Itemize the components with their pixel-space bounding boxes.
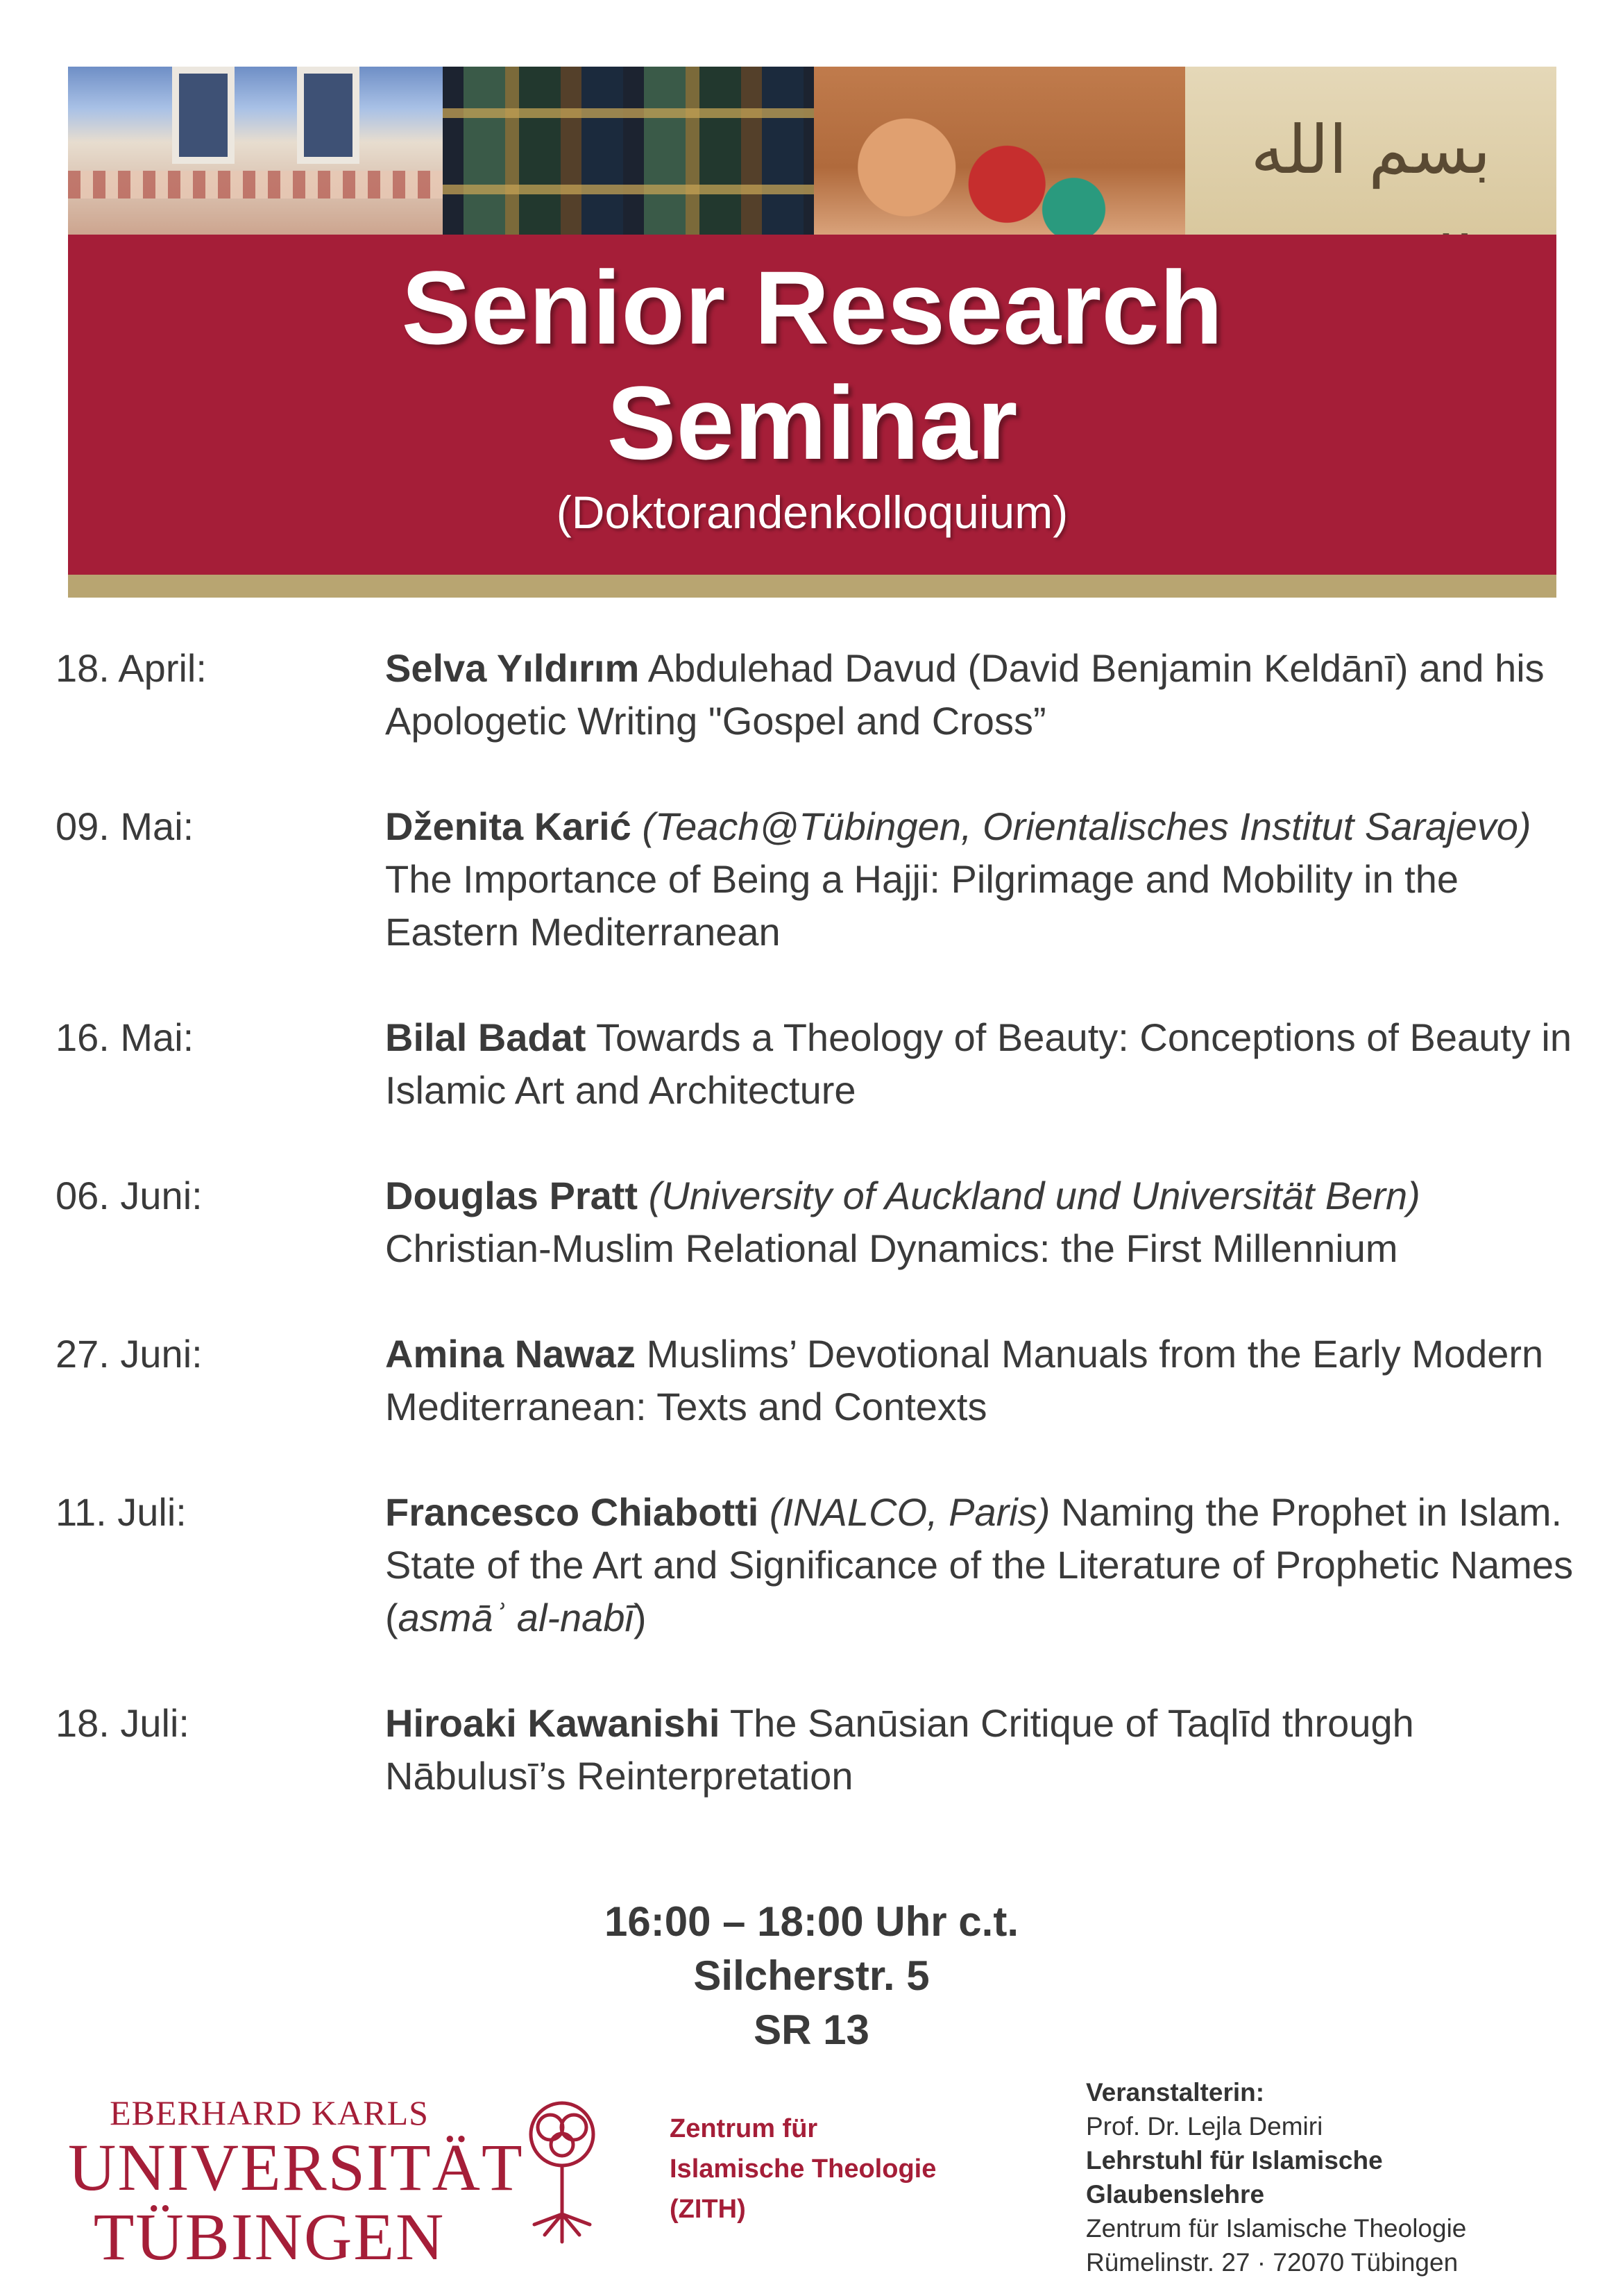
entry-title: The Importance of Being a Hajji: Pilgrimage and Mobility in the Eastern Mediterranean [385, 857, 1459, 954]
organizer-center: Zentrum für Islamische Theologie [1086, 2214, 1467, 2243]
venue-time: 16:00 – 18:00 Uhr c.t. [604, 1898, 1019, 1945]
university-logo-line-1: EBERHARD KARLS [110, 2093, 429, 2132]
schedule-entry [56, 1170, 1582, 1275]
schedule-entry [56, 1011, 1582, 1117]
entry-speaker: Hiroaki Kawanishi [385, 1701, 720, 1745]
schedule-entry [56, 1328, 1582, 1433]
venue-address: Silcherstr. 5 [693, 1952, 930, 1999]
organizer-address: Rümelinstr. 27 · 72070 Tübingen [1086, 2248, 1459, 2277]
entry-title: Muslims’ Devotional Manuals from the Early Modern Mediterranean: Texts and Contexts [385, 1332, 1544, 1428]
entry-talk [385, 1328, 1579, 1433]
building-facade-image [68, 67, 443, 235]
entry-affiliation: (Teach@Tübingen, Orientalisches Institut Sarajevo) [642, 804, 1531, 848]
venue-info [0, 1895, 1623, 2057]
title-line-1: Senior Research [401, 249, 1223, 366]
entry-talk [385, 800, 1579, 959]
entry-title: Towards a Theology of Beauty: Conceptions of Beauty in Islamic Art and Architecture [385, 1015, 1572, 1112]
entry-speaker: Francesco Chiabotti [385, 1490, 759, 1534]
organizer-name: Prof. Dr. Lejla Demiri [1086, 2112, 1323, 2141]
entry-talk [385, 1486, 1579, 1644]
entry-talk [385, 1697, 1579, 1803]
entry-speaker: Selva Yıldırım [385, 646, 640, 690]
entry-title: Christian-Muslim Relational Dynamics: the First Millennium [385, 1226, 1398, 1270]
organizer-block [1086, 2075, 1466, 2279]
entry-title-italic: asmāʾ al-nabī [398, 1596, 634, 1639]
gold-divider [68, 575, 1556, 598]
entry-date: 18. April: [56, 646, 207, 690]
entry-date: 27. Juni: [56, 1332, 203, 1376]
title-line-2: Seminar [606, 364, 1018, 481]
organizer-label: Veranstalterin: [1086, 2078, 1265, 2107]
chair-line-1: Lehrstuhl für Islamische [1086, 2146, 1383, 2175]
university-logo-line-2: UNIVERSITÄT [68, 2130, 524, 2204]
entry-affiliation: (INALCO, Paris) [769, 1490, 1051, 1534]
calligraphy-image: بسم الله [1185, 67, 1556, 235]
zith-line-1: Zentrum für [670, 2114, 818, 2143]
entry-speaker: Douglas Pratt [385, 1174, 638, 1217]
schedule-entry [56, 642, 1582, 748]
header-banner [68, 67, 1556, 598]
title-band [68, 235, 1556, 575]
entry-date: 16. Mai: [56, 1015, 194, 1059]
bookshelf-image [443, 67, 814, 235]
university-logo-line-3: TÜBINGEN [93, 2200, 445, 2274]
zith-line-3: (ZITH) [670, 2195, 746, 2224]
entry-talk [385, 1170, 1579, 1275]
entry-speaker: Amina Nawaz [385, 1332, 636, 1376]
entry-title: Naming the Prophet in Islam. State of the Art and Significance of the Literature of Prophetic Names ( [385, 1490, 1574, 1639]
chair-line-2: Glaubenslehre [1086, 2180, 1265, 2209]
entry-talk [385, 1011, 1579, 1117]
entry-title-end: ) [633, 1596, 647, 1639]
schedule-entry [56, 1486, 1582, 1644]
schedule-entry [56, 800, 1582, 959]
entry-title: Abdulehad Davud (David Benjamin Keldānī) and his Apologetic Writing "Gospel and Cross” [385, 646, 1545, 743]
schedule-entry [56, 1697, 1582, 1803]
entry-date: 11. Juli: [56, 1490, 187, 1534]
entry-title: The Sanūsian Critique of Taqlīd through Nābulusī’s Reinterpretation [385, 1701, 1414, 1798]
entry-date: 06. Juni: [56, 1174, 203, 1217]
zith-name [670, 2109, 936, 2229]
page-subtitle: (Doktorandenkolloquium) [556, 487, 1069, 538]
entry-speaker: Bilal Badat [385, 1015, 586, 1059]
whirling-dervishes-image [814, 67, 1185, 235]
banner-photo-strip [68, 67, 1556, 235]
entry-date: 09. Mai: [56, 804, 194, 848]
university-logo [68, 2093, 524, 2274]
zith-line-2: Islamische Theologie [670, 2154, 937, 2184]
venue-room: SR 13 [754, 2007, 869, 2053]
seminar-schedule [56, 642, 1582, 1855]
entry-affiliation: (University of Auckland und Universität Bern) [648, 1174, 1420, 1217]
entry-speaker: Dženita Karić [385, 804, 631, 848]
entry-date: 18. Juli: [56, 1701, 189, 1745]
page-title [68, 235, 1556, 480]
entry-talk [385, 642, 1579, 748]
zith-tree-logo-icon [524, 2096, 600, 2245]
